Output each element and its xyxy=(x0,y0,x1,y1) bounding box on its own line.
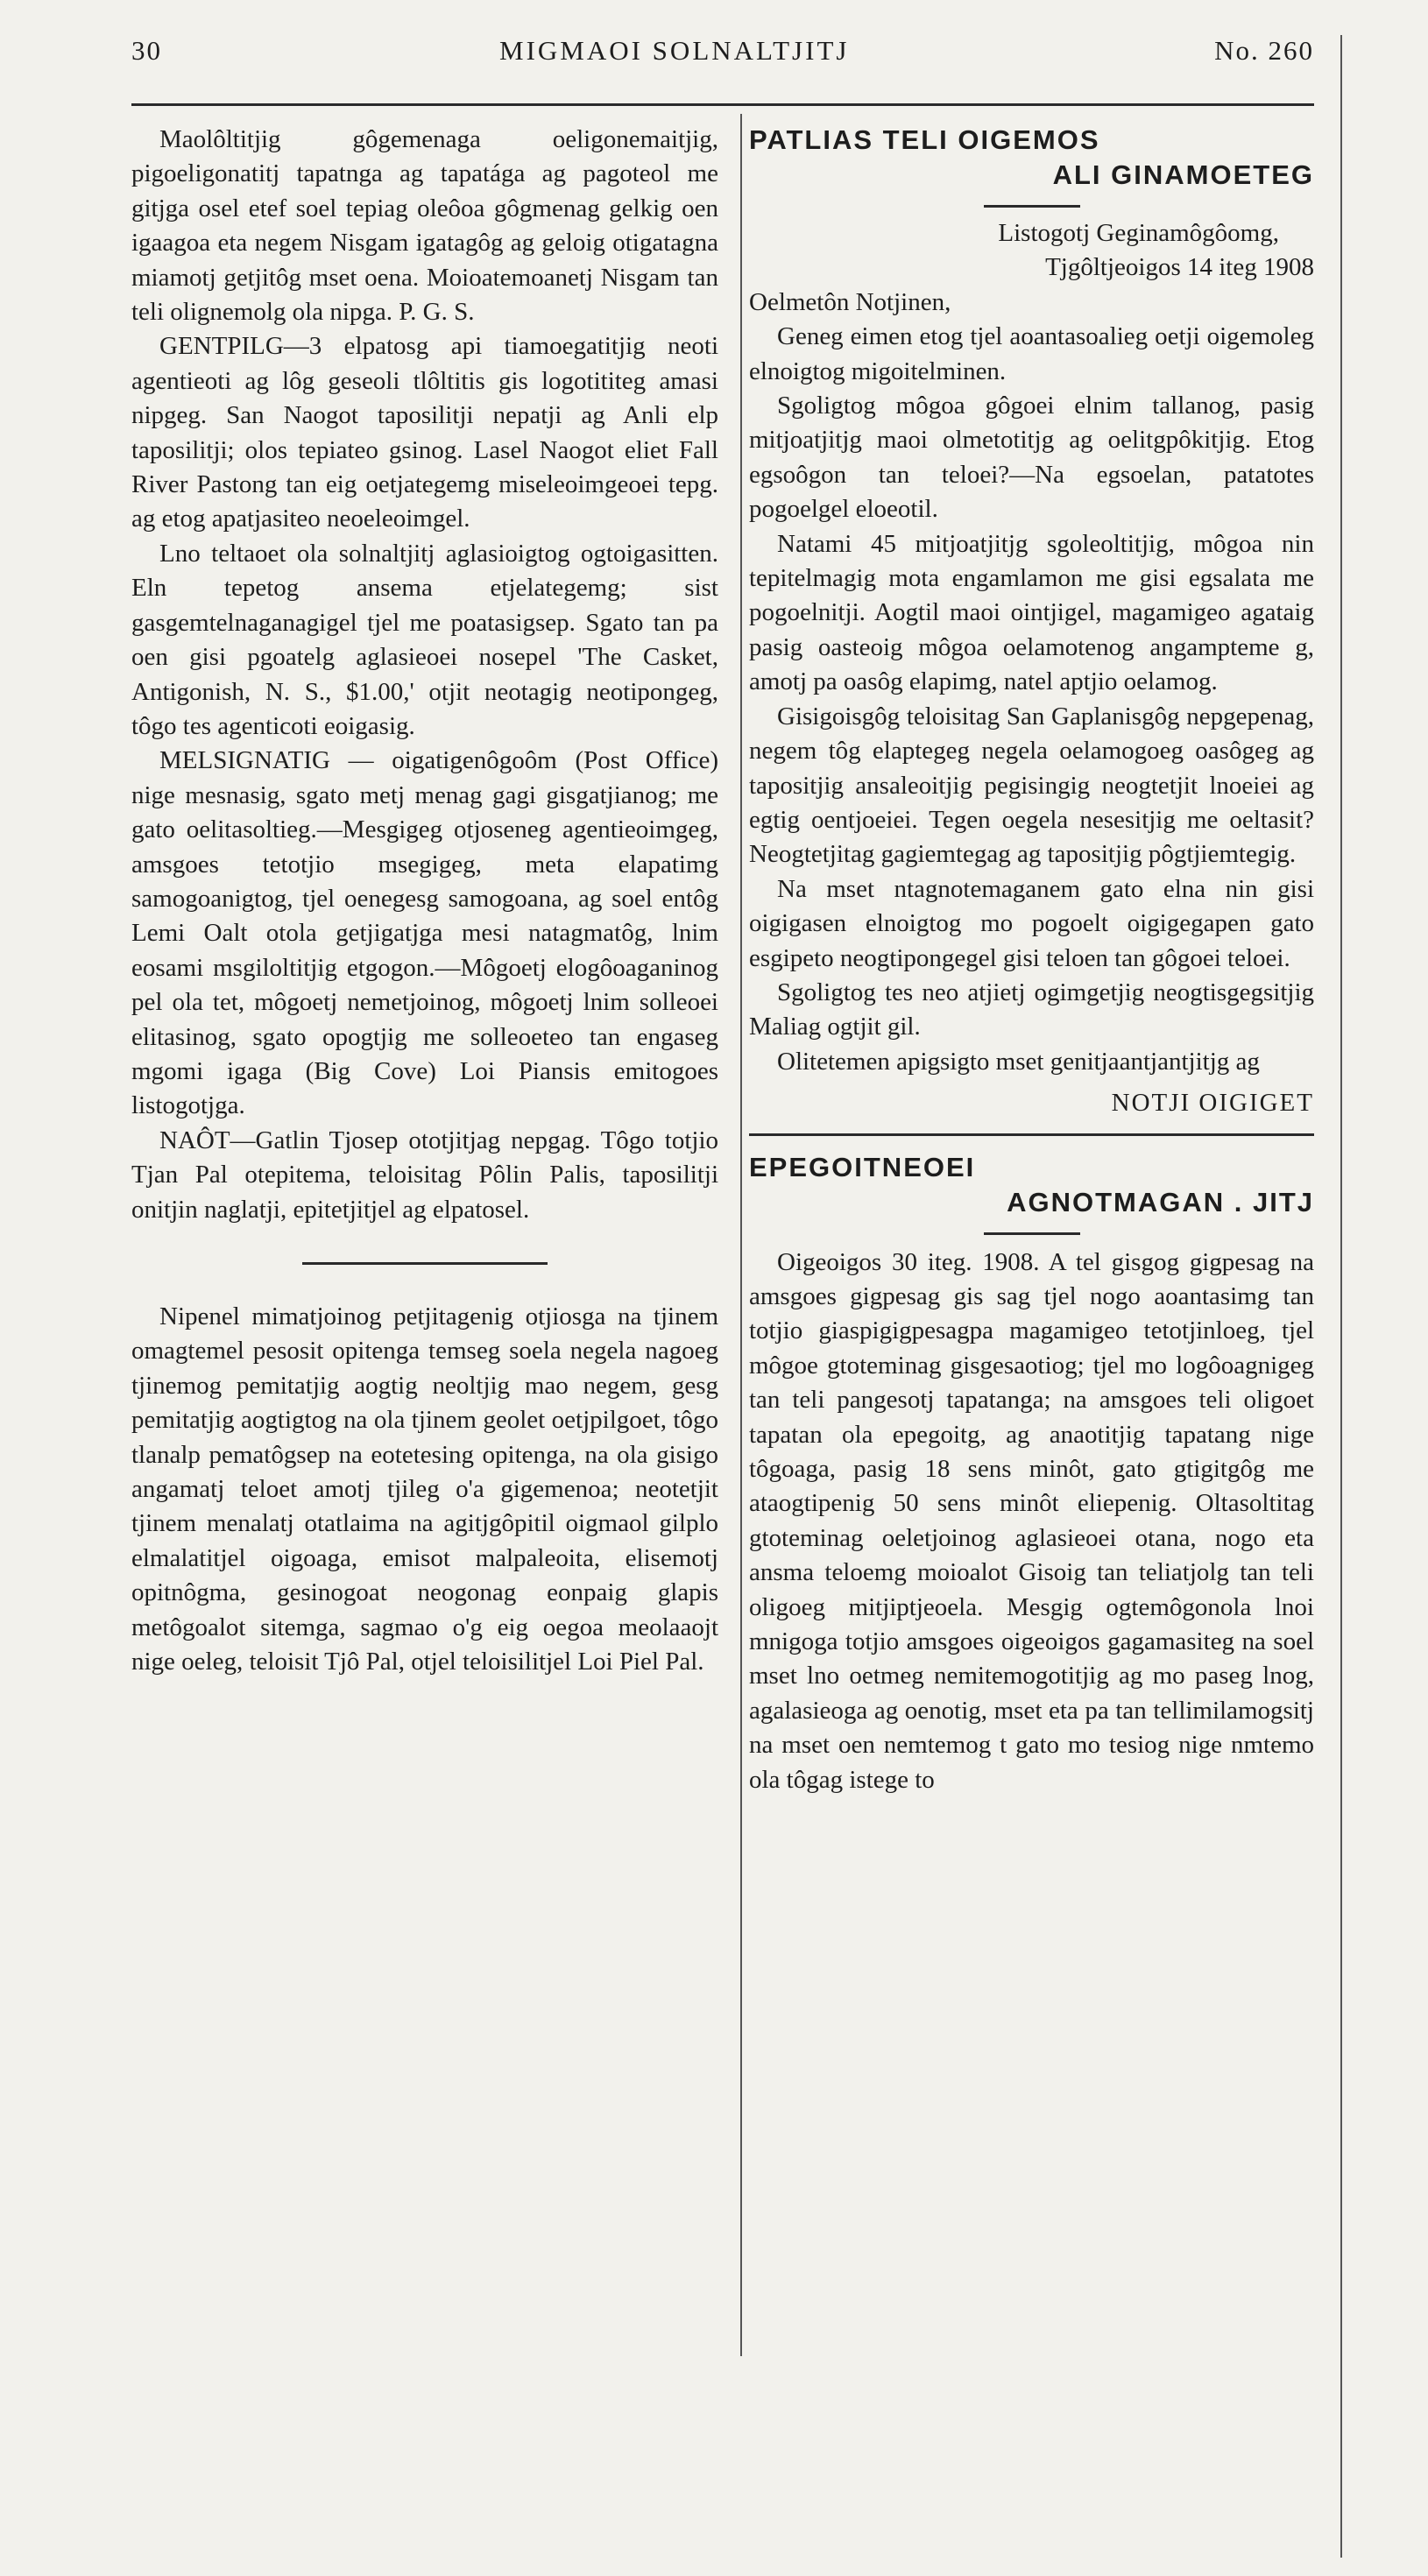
article-headline-line2: AGNOTMAGAN . JITJ xyxy=(1007,1186,1314,1217)
section-rule xyxy=(302,1262,548,1265)
letter-paragraph: Geneg eimen etog tjel aoantasoalieg oetji oigemoleg elnoigtog migoitelminen. xyxy=(749,322,1314,385)
paper-title: MIGMAOI SOLNALTJITJ xyxy=(499,35,850,66)
headline-rule xyxy=(984,1232,1080,1235)
paragraph-naot: NAÔT—Gatlin Tjosep ototjitjag nepgag. Tôgo totjio Tjan Pal otepitema, teloisitag Pôlin Palis, taposilitji onitjin naglatji, epitetjitjel ag elpatosel. xyxy=(131,1126,718,1224)
left-column xyxy=(131,123,718,1679)
letter-paragraph: Sgoligtog tes neo atjietj ogimgetjig neogtisgegsitjig Maliag ogtjit gil. xyxy=(749,977,1314,1041)
letter-paragraph: Sgoligtog môgoa gôgoei elnim tallanog, pasig mitjoatjitjg maoi olmetotitjg ag oelitgpôkitjig. Etog egsoôgon tan teloei?—Na egsoelan, patatotes pogoelgel eloeotil. xyxy=(749,392,1314,524)
letter-paragraph: Natami 45 mitjoatjitjg sgoleoltitjig, môgoa nin tepitelmagig mota engamlamon me gisi egsalata me pogoelnitji. Aogtil maoi ointjigel, magamigeo agataig pasig oasteoig môgoa oelamotenog angampteme g, amotj pa oasôg elapimg, natel aptjio oelamog. xyxy=(749,529,1314,696)
paragraph-greeting: Maolôltitjig gôgemenaga oeligonemaitjig, pigoeligonatitj tapatnga ag tapatága ag pagoteol me gitjga osel etef soel tepiag oleôoa gôgmenag gelkig oen igaagoa eta negem Nisgam igatagôg ag geloig otigatagna miamotj getjitôg mset oena. Moioatemoanetj Nisgam tan teli olignemolg ola nipga. P. G. S. xyxy=(131,125,718,327)
article-headline-line2: ALI GINAMOETEG xyxy=(1052,159,1314,190)
letter-paragraph: Olitetemen apigsigto mset genitjaantjantjitjg ag xyxy=(777,1047,1260,1076)
paragraph-gentpilg: GENTPILG—3 elpatosg api tiamoegatitjig neoti agentieoti ag lôg geseoli tlôltitis gis logotititeg amasi nipgeg. San Naogot taposilitji nepatji ag Anli elp taposilitji; olos tepiateo gsinog. Lasel Naogot eliet Fall River Pastong tan eig oetjategemg miseleoimgeoei tepg. ag etog apatjasiteo neoeleoimgel. xyxy=(131,332,718,533)
dateline-place: Listogotj Geginamôgôomg, xyxy=(998,219,1279,247)
header-rule xyxy=(131,103,1314,106)
article-headline: EPEGOITNEOEI xyxy=(749,1151,976,1182)
page-number: 30 xyxy=(131,35,162,66)
salutation: Oelmetôn Notjinen, xyxy=(749,287,951,316)
page-edge-rule xyxy=(1340,35,1342,2558)
article-headline: PATLIAS TELI OIGEMOS xyxy=(749,124,1100,155)
article-divider xyxy=(749,1133,1314,1136)
column-divider xyxy=(740,114,742,2356)
right-column xyxy=(749,123,1314,1797)
letter-signature: NOTJI OIGIGET xyxy=(1111,1089,1314,1118)
paragraph-subscription: Lno teltaoet ola solnaltjitj aglasioigtog ogtoigasitten. Eln tepetog ansema etjelategemg; sist gasgemtelnaganagigel tjel me poatasigsep. Sgato tan pa oen gisi pgoatelg aglasieoei nosepel 'The Casket, Antigonish, N. S., $1.00,' otjit neotagig neotipongeg, tôgo tes agenticoti eoigasig. xyxy=(131,539,718,740)
letter-paragraph: Na mset ntagnotemaganem gato elna nin gisi oigigasen elnoigtog mo pogoelt oigigegapen gato esgipeto neogtipongegel gisi teloen tan gôgoei teloei. xyxy=(749,874,1314,972)
letter-paragraph: Gisigoisgôg teloisitag San Gaplanisgôg nepgepenag, negem tôg elaptegeg negela oelamogoeg oasôgeg ag tapositjig ansaleoitjig pegisingig neogtetjit lnoeiei ag egtig oentjoeiei. Tegen oegela nesesitjig me oeltasit? Neogtetjitag gagiemtegag ag tapositjig pôgtjiemtegig. xyxy=(749,702,1314,869)
article-paragraph: Oigeoigos 30 iteg. 1908. A tel gisgog gigpesag na amsgoes gigpesag gis sag tjel nogo aoantasimg tan totjio giaspigigpesagpa magamigeo tetotjinloeg, tjel môgoe gtoteminag gisgesaotiog; tjel mo logôoagnigeg tan teli pangesotj tapatanga; na amsgoes teli oligoet tapatan ola epegoitg, ag anaotitjig tapatang nige tôgoaga, pasig 18 sens minôt, gato gtigitgôg me ataogtipenig 50 sens minôt eliepenig. Oltasoltitag gtoteminag oeletjoinog aglasieoei otana, nogo eta ansma teloemg moioalot Gisoig tan teliatjolg tan teli oligoeg mitjiptjeoela. Mesgig ogtemôgonola lnoi mnigoga totjio amsgoes oigeoigos gagamasiteg na soel mset lno oetmeg nemitemogotitjig ag mo paseg lnog, agalasieoga ag oenotig, mset eta pa tan tellimilamogsitj na mset oen nemtemog t gato mo tesiog nige nmtemo ola tôgag istege to xyxy=(749,1247,1314,1794)
paragraph-nipenel: Nipenel mimatjoinog petjitagenig otjiosga na tjinem omagtemel pesosit opitenga temseg soela negela nagoeg tjinemog pemitatjig aogtig neoltjig mao negem, gesg pemitatjig aogtigtog na ola tjinem geolet oetjpilgoet, tôgo tlanalp pematôgsep na eotetesing opitenga, na ola gisigo angamatj teloet amotj tjileg o'a gigemenoa; neotetjit tjinem menalatj otatlaima na agitjgôpitil oigmaol gilplo elmalatitjel oigoaga, emisot malpaleoita, elisemotj opitnôgma, gesinogoat neogonag eonpaig glapis metôgoalot sitemga, sagmao o'g eig oegoa meolaaojt nige oeleg, teloisit Tjô Pal, otjel teloisilitjel Loi Piel Pal. xyxy=(131,1302,718,1676)
dateline-date: Tjgôltjeoigos 14 iteg 1908 xyxy=(1045,253,1314,282)
headline-rule xyxy=(984,205,1080,208)
paragraph-melsignatig: MELSIGNATIG — oigatigenôgoôm (Post Office) nige mesnasig, sgato metj menag gagi gisgatjianog; me gato oelitasoltieg.—Mesgigeg otjoseneg agentieoimgeg, amsgoes tetotjio msegigeg, meta elapatimg samogoanigtog, tjel oenegesg samogoana, ag soel entôg Lemi Oalt otola getjigatjga mesi natagmatôg, lnim eosami msgiloltitjig etgogon.—Môgoetj elogôoaganinog pel ola tet, môgoetj nemetjoinog, môgoetj lnim solleoei elitasinog, sgato opogtjig me solleoeteo tan engaseg mgomi igaga (Big Cove) Loi Piansis emitogoes listogotjga. xyxy=(131,746,718,1120)
issue-number: No. 260 xyxy=(1214,35,1314,66)
page-header xyxy=(131,35,1314,79)
